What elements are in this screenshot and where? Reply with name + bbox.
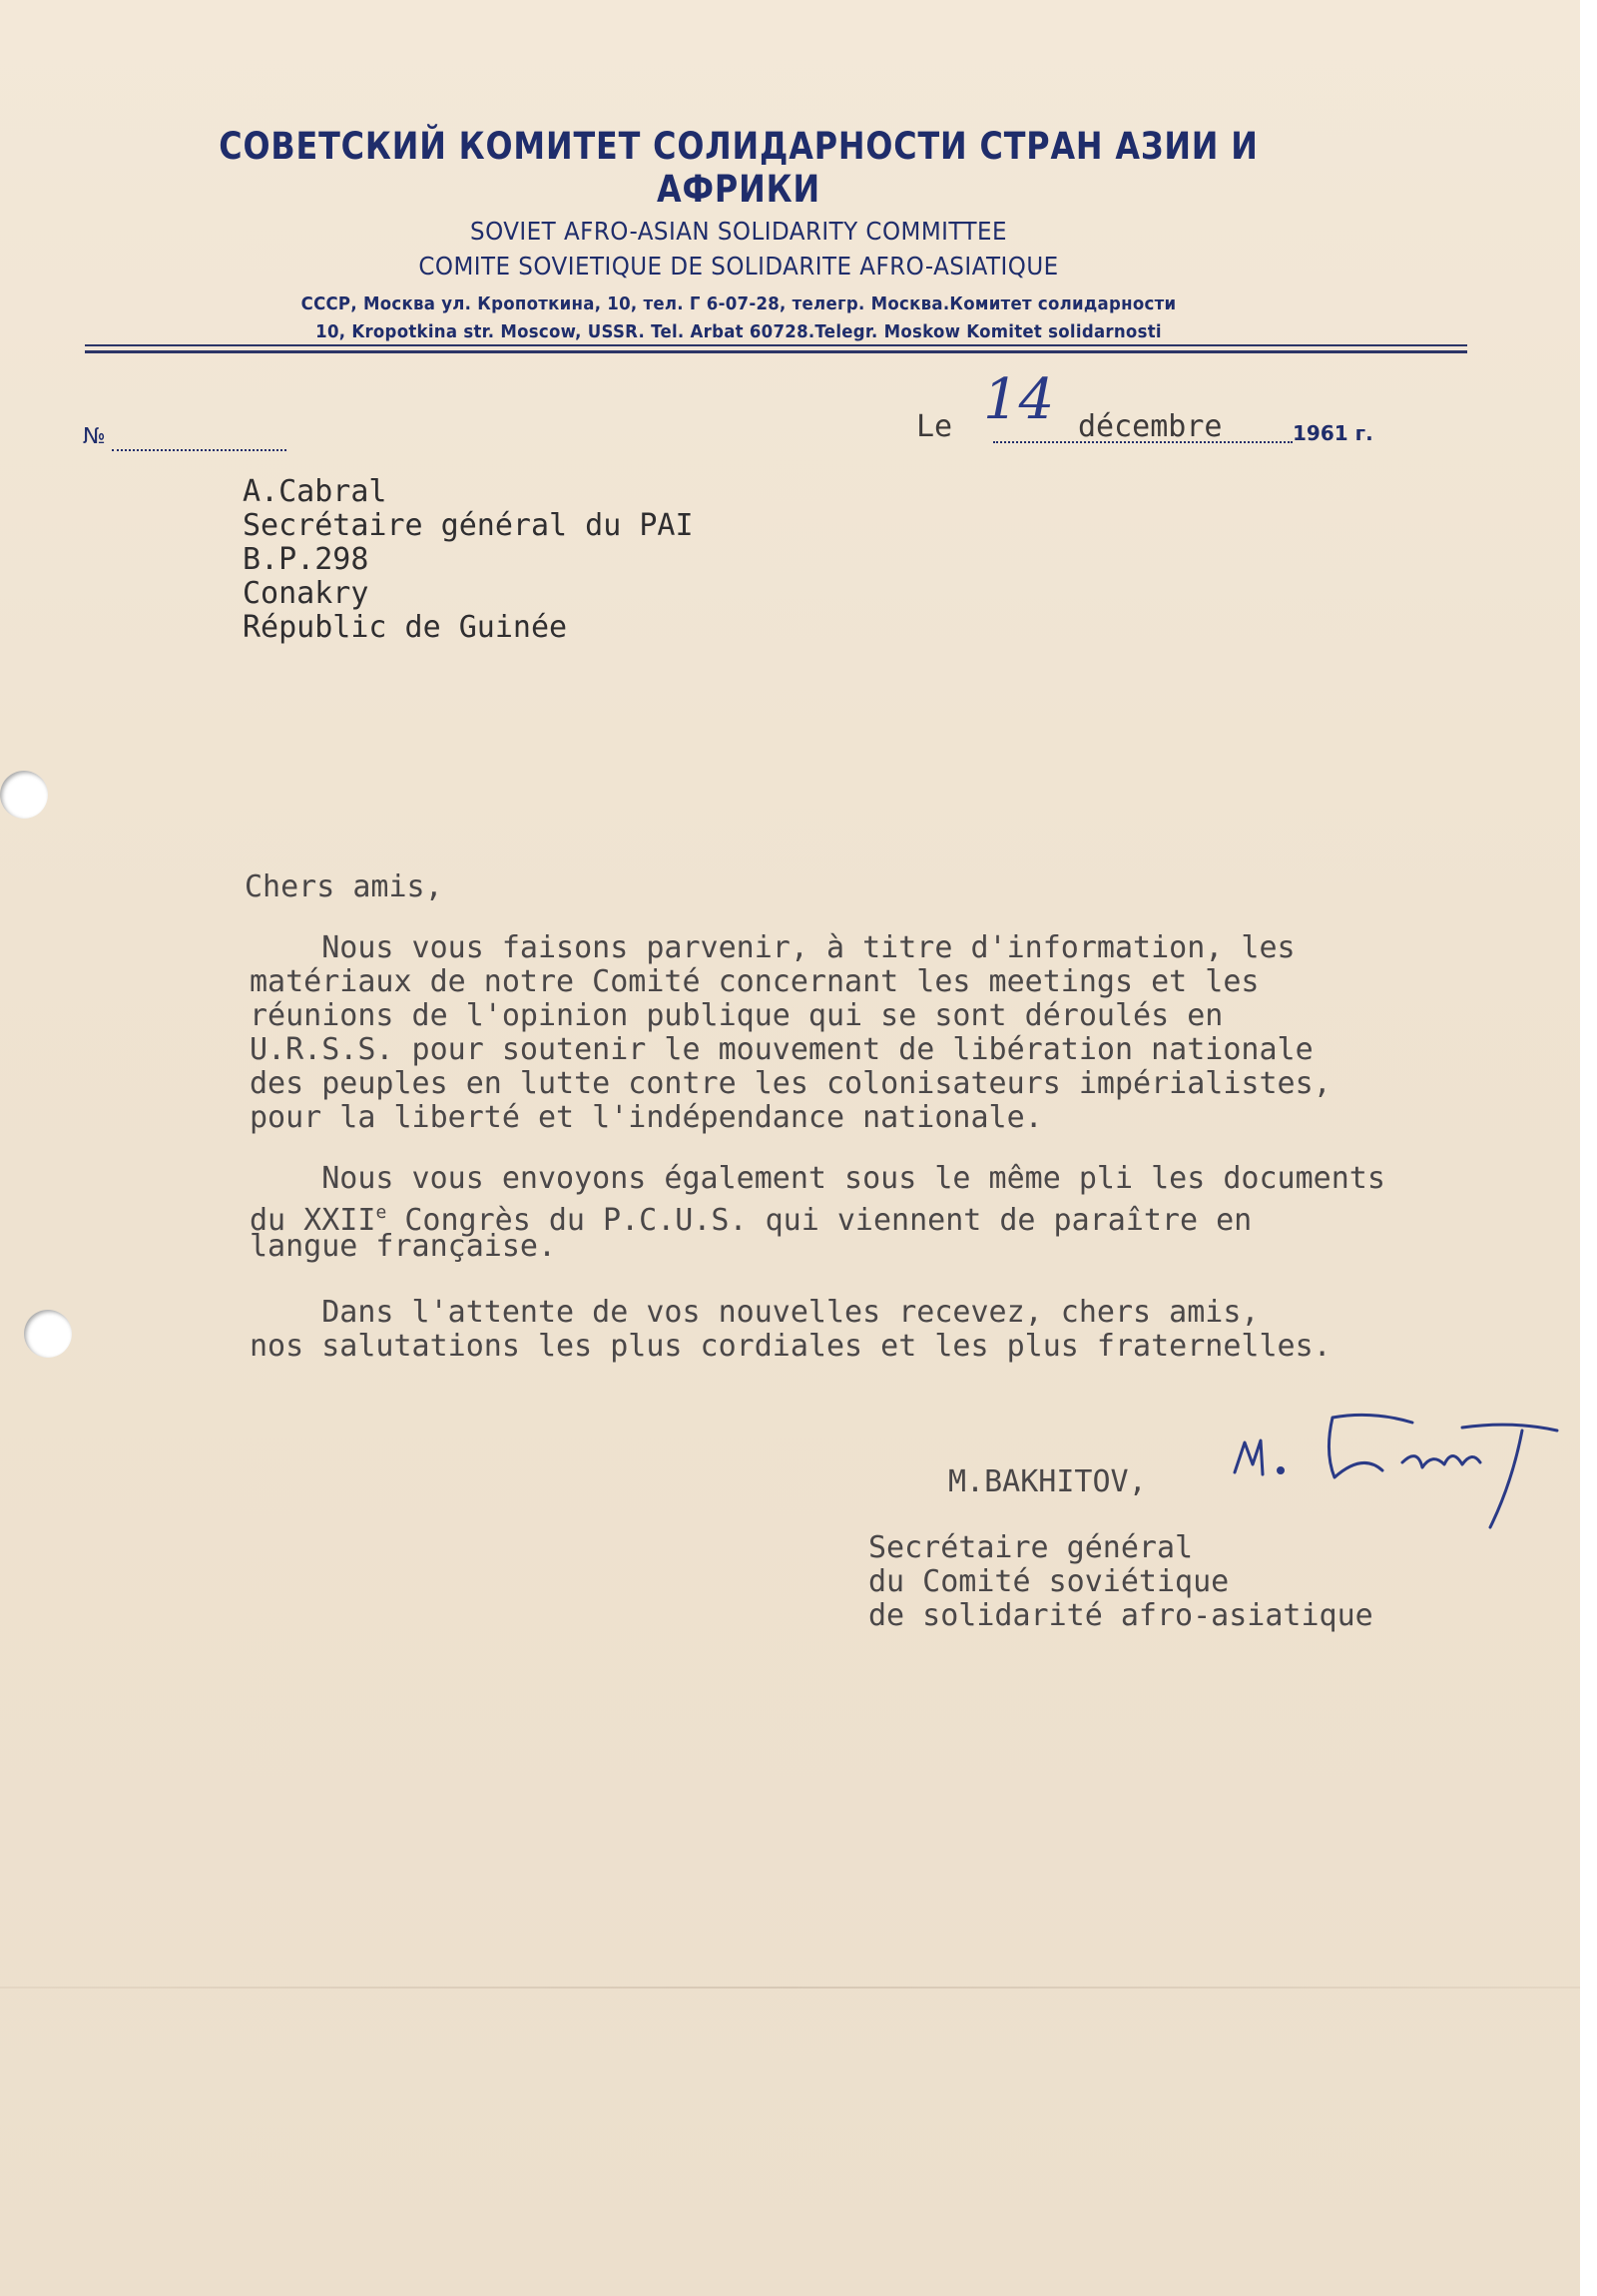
date-le: Le (916, 409, 953, 444)
signatory-title-line: du Comité soviétique (868, 1564, 1230, 1599)
paragraph-line: nos salutations les plus cordiales et les plus fraternelles. (250, 1329, 1331, 1364)
letterhead-russian-title: СОВЕТСКИЙ КОМИТЕТ СОЛИДАРНОСТИ СТРАН АЗИИ И АФРИКИ (219, 125, 1259, 211)
date-day-handwritten: 14 (983, 367, 1055, 432)
paragraph-line: Nous vous envoyons également sous le même pli les documents (250, 1161, 1385, 1196)
date-year: 1961 г. (1293, 421, 1373, 445)
recipient-line: Secrétaire général du PAI (243, 508, 694, 543)
scan-margin (1580, 0, 1597, 2296)
paragraph-line: Nous vous faisons parvenir, à titre d'information, les (250, 930, 1296, 965)
ordinal-superscript: e (375, 1202, 387, 1223)
paragraph-line: langue française. (250, 1229, 557, 1264)
recipient-line: Républic de Guinée (243, 610, 568, 645)
paragraph-line: pour la liberté et l'indépendance nationale. (250, 1100, 1043, 1135)
letterhead (60, 125, 1417, 346)
signatory-name: M.BAKHITOV, (948, 1464, 1147, 1499)
punch-hole-bottom (24, 1310, 72, 1358)
congress-prefix: du XXII (250, 1203, 376, 1238)
paragraph-line: Dans l'attente de vos nouvelles recevez, chers amis, (250, 1295, 1260, 1330)
punch-hole-top (0, 771, 48, 819)
recipient-line: B.P.298 (243, 542, 369, 577)
letterhead-address (114, 290, 1362, 346)
letterhead-english-title: SOVIET AFRO-ASIAN SOLIDARITY COMMITTEE (470, 217, 1007, 246)
letterhead-french-title: COMITE SOVIETIQUE DE SOLIDARITE AFRO-ASIATIQUE (418, 252, 1059, 281)
reference-number-dotted-line (112, 449, 286, 451)
signatory-title-line: de solidarité afro-asiatique (868, 1598, 1373, 1633)
letterhead-rule-thick (85, 350, 1467, 353)
letterhead-rule-thin (85, 344, 1467, 346)
date-dotted-line (993, 441, 1293, 443)
letterhead-address-english: 10, Kropotkina str. Moscow, USSR. Tel. Arbat 60728.Telegr. Moskow Komitet solidarnosti (315, 321, 1162, 342)
letterhead-address-russian: СССР, Москва ул. Кропоткина, 10, тел. Г 6-07-28, телегр. Москва.Комитет солидарности (300, 293, 1177, 314)
recipient-line: Conakry (243, 576, 369, 611)
salutation: Chers amis, (245, 869, 443, 904)
recipient-line: A.Cabral (243, 474, 387, 509)
signatory-title-line: Secrétaire général (868, 1530, 1194, 1565)
handwritten-signature (1223, 1393, 1562, 1542)
paragraph-line: U.R.S.S. pour soutenir le mouvement de libération nationale (250, 1032, 1314, 1067)
reference-number-label: № (83, 424, 106, 449)
paragraph-line: des peuples en lutte contre les colonisateurs impérialistes, (250, 1066, 1331, 1101)
congress-suffix: Congrès du P.C.U.S. qui viennent de paraître en (386, 1203, 1253, 1238)
paragraph-line: réunions de l'opinion publique qui se sont déroulés en (250, 998, 1224, 1033)
paper-fold (0, 1987, 1580, 1989)
date-month: décembre (1078, 409, 1223, 444)
paragraph-line: matériaux de notre Comité concernant les meetings et les (250, 964, 1260, 999)
